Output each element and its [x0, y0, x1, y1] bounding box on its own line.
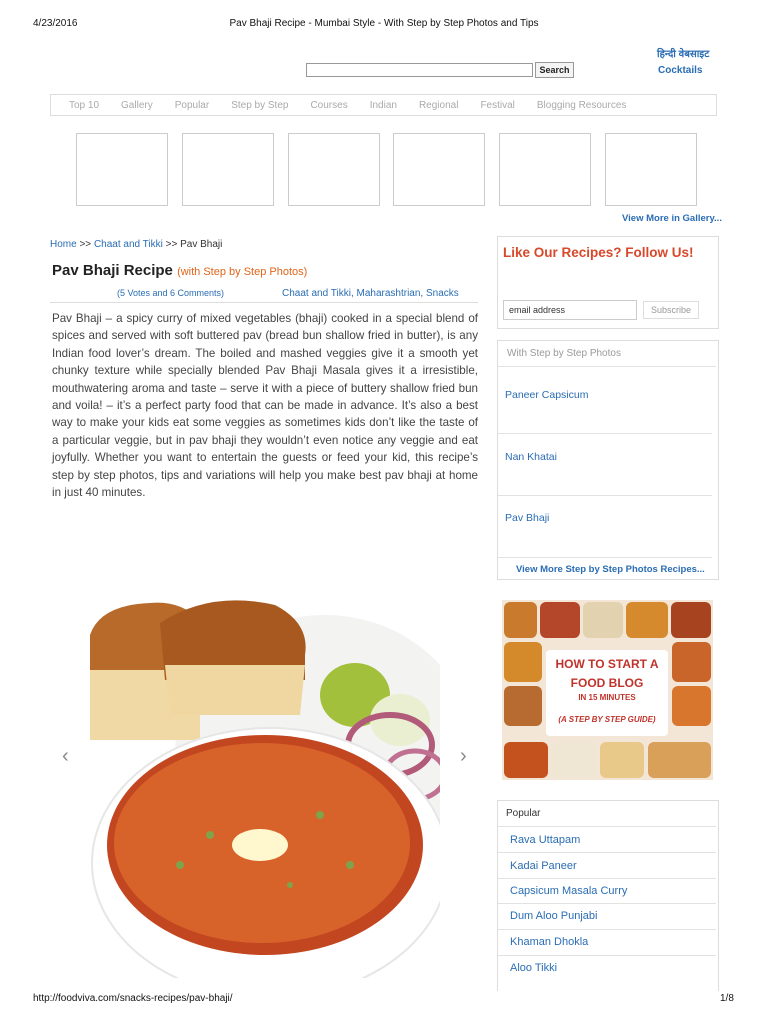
page-title: [52, 262, 307, 279]
divider: [498, 878, 716, 879]
search-input[interactable]: [306, 63, 533, 77]
votes-comments-link[interactable]: (5 Votes and 6 Comments): [117, 288, 225, 298]
food-photo-tile: [626, 602, 668, 638]
nav-item-courses[interactable]: Courses: [310, 99, 348, 111]
nav-item-blogging-resources[interactable]: Blogging Resources: [536, 99, 627, 111]
pav-bhaji-photo: [90, 545, 440, 978]
carousel-next-arrow-icon[interactable]: ›: [460, 745, 467, 767]
nav-item-festival[interactable]: Festival: [480, 99, 515, 111]
divider: [498, 903, 716, 904]
breadcrumb-separator: >>: [79, 239, 92, 250]
ad-line-2: FOOD BLOG: [570, 676, 644, 690]
step-recipe-link[interactable]: Pav Bhaji: [505, 512, 550, 524]
gallery-thumbnail[interactable]: [393, 133, 485, 206]
food-photo-tile: [583, 602, 623, 638]
popular-recipe-link[interactable]: Rava Uttapam: [510, 834, 581, 846]
hindi-website-link[interactable]: हिन्दी वेबसाइट: [657, 49, 710, 60]
category-link[interactable]: Chaat and Tikki: [282, 288, 351, 299]
food-photo-tile: [504, 742, 548, 778]
divider: [498, 557, 712, 558]
breadcrumb-home[interactable]: Home: [50, 239, 77, 250]
view-more-step-by-step-link[interactable]: View More Step by Step Photos Recipes...: [516, 564, 705, 575]
category-link[interactable]: Maharashtrian: [356, 288, 421, 299]
popular-recipe-link[interactable]: Aloo Tikki: [510, 962, 558, 974]
divider: [498, 433, 712, 434]
step-recipe-link[interactable]: Paneer Capsicum: [505, 389, 589, 401]
print-date: 4/23/2016: [33, 18, 78, 29]
view-more-gallery-link[interactable]: View More in Gallery...: [622, 213, 722, 224]
print-footer-url: http://foodviva.com/snacks-recipes/pav-bhaji/: [33, 993, 233, 1004]
category-link[interactable]: Snacks: [425, 288, 459, 299]
print-title: Pav Bhaji Recipe - Mumbai Style - With Step by Step Photos and Tips: [229, 18, 539, 29]
breadcrumb: [50, 239, 222, 250]
subscribe-button[interactable]: Subscribe: [643, 301, 699, 319]
food-photo-tile: [600, 742, 644, 778]
popular-recipe-link[interactable]: Kadai Paneer: [510, 860, 577, 872]
breadcrumb-category[interactable]: Chaat and Tikki: [93, 239, 163, 250]
recipe-title: Pav Bhaji Recipe: [52, 262, 173, 279]
main-nav: [50, 94, 717, 116]
carousel-prev-arrow-icon[interactable]: ‹: [62, 745, 69, 767]
recipe-subtitle: (with Step by Step Photos): [177, 266, 308, 278]
search-button[interactable]: Search: [535, 62, 574, 78]
nav-item-gallery[interactable]: Gallery: [121, 99, 153, 111]
food-photo-tile: [504, 686, 542, 726]
breadcrumb-current: Pav Bhaji: [180, 239, 223, 250]
food-blog-ad-banner[interactable]: [502, 600, 713, 780]
gallery-thumbnail[interactable]: [182, 133, 274, 206]
gallery-thumbnail[interactable]: [288, 133, 380, 206]
gallery-thumbnail[interactable]: [499, 133, 591, 206]
nav-item-step-by-step[interactable]: Step by Step: [231, 99, 289, 111]
title-divider: [50, 302, 478, 303]
food-photo-tile: [672, 686, 711, 726]
print-page-number: 1/8: [720, 993, 734, 1004]
popular-recipe-link[interactable]: Khaman Dhokla: [510, 936, 589, 948]
divider: [498, 366, 716, 367]
popular-header: Popular: [506, 808, 541, 819]
divider: [498, 495, 712, 496]
food-photo-tile: [671, 602, 711, 638]
food-photo-tile: [504, 642, 542, 682]
divider: [498, 852, 716, 853]
nav-item-popular[interactable]: Popular: [174, 99, 210, 111]
popular-recipe-link[interactable]: Capsicum Masala Curry: [510, 885, 628, 897]
step-recipe-link[interactable]: Nan Khatai: [505, 451, 557, 463]
food-photo-tile: [672, 642, 711, 682]
breadcrumb-separator: >>: [165, 239, 178, 250]
step-by-step-header: With Step by Step Photos: [507, 348, 621, 359]
cocktails-link[interactable]: Cocktails: [658, 65, 703, 76]
recipe-categories: Chaat and Tikki, Maharashtrian, Snacks: [282, 288, 459, 299]
ad-line-4: (A STEP BY STEP GUIDE): [558, 715, 656, 724]
food-photo-tile: [552, 742, 596, 778]
divider: [498, 826, 716, 827]
nav-item-indian[interactable]: Indian: [369, 99, 397, 111]
popular-recipe-link[interactable]: Dum Aloo Punjabi: [510, 910, 598, 922]
ad-line-1: HOW TO START A: [555, 657, 659, 671]
food-photo-tile: [648, 742, 711, 778]
food-photo-tile: [504, 602, 537, 638]
food-photo-tile: [540, 602, 580, 638]
gallery-thumbnail[interactable]: [605, 133, 697, 206]
divider: [498, 955, 716, 956]
ad-line-3: IN 15 MINUTES: [578, 693, 636, 702]
divider: [498, 929, 716, 930]
gallery-thumbnail[interactable]: [76, 133, 168, 206]
nav-item-top10[interactable]: Top 10: [69, 99, 100, 111]
email-field[interactable]: email address: [503, 300, 637, 320]
recipe-description: Pav Bhaji – a spicy curry of mixed vegetables (bhaji) cooked in a special blend of spices and served with soft buttered pav (bread bun shallow fried in butter), is any Indian food lover’s dream. The boiled and mashed veggies give it a smooth yet chunky texture while specially blended Pav Bhaji Masala gives it a irresistible, mouthwatering aroma and taste – serve it with a piece of buttery shallow fried bun and voila! – it’s a perfect party food that can be made in advance. It’s also a best way to make your kids eat some veggies as sometimes kids don’t like the taste of a particular veggie, but in pav bhaji they wouldn’t even notice any veggie and eat joyfully. Whether you want to entertain the guests or feed your kid, this recipe’s step by step photos, tips and variations will help you make best pav bhaji at home in just 40 minutes.: [52, 312, 478, 500]
nav-item-regional[interactable]: Regional: [418, 99, 459, 111]
follow-us-title: Like Our Recipes? Follow Us!: [503, 245, 694, 260]
